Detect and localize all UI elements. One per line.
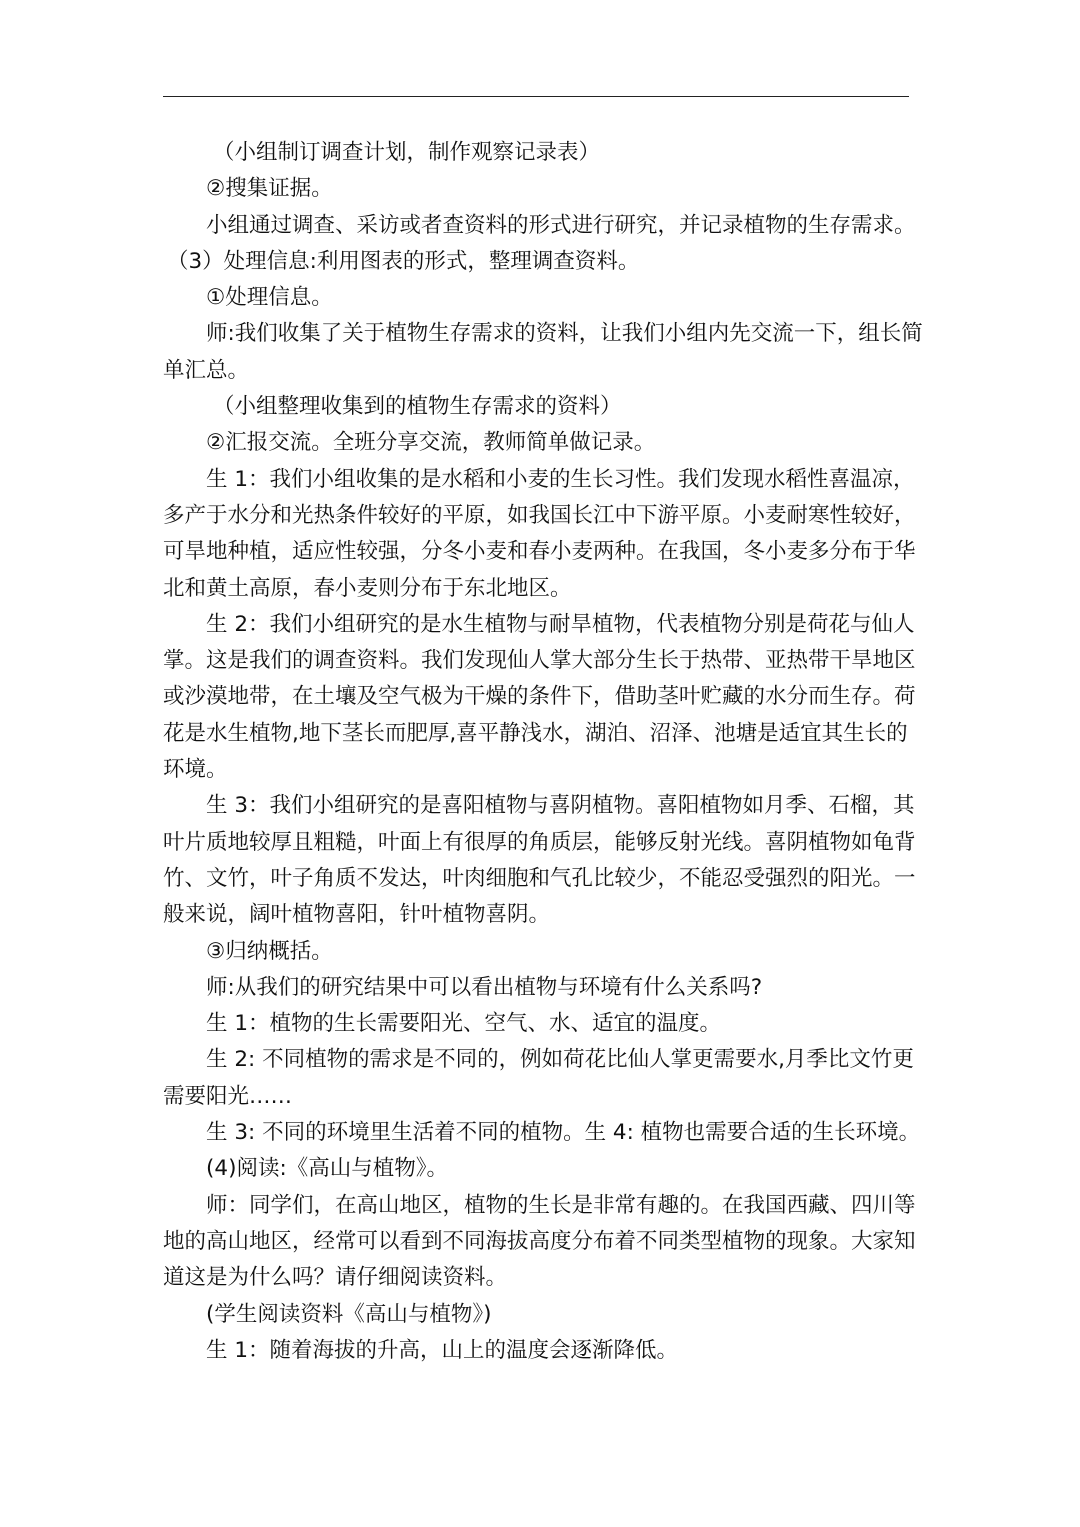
paragraph-student1-answer: 生 1：植物的生长需要阳光、空气、水、适宜的温度。 — [206, 1011, 722, 1037]
paragraph-students-read: (学生阅读资料《高山与植物》) — [206, 1301, 492, 1327]
paragraph-student1-rice-wheat: 生 1：我们小组收集的是水稻和小麦的生长习性。我们发现水稻性喜温凉，多产于水分和光热条件较好的平原，如我国长江中下游平原。小麦耐寒性较好，可旱地种植，适应性较强，分冬小麦和春小麦两种。在我国，冬小麦多分布于华北和黄土高原，春小麦则分布于东北地区。 — [163, 466, 916, 601]
paragraph-student2-answer: 生 2: 不同植物的需求是不同的，例如荷花比仙人掌更需要水,月季比文竹更需要阳光…… — [163, 1047, 914, 1109]
paragraph-group-organize: （小组整理收集到的植物生存需求的资料） — [213, 394, 622, 420]
paragraph-process-info-heading: （3）处理信息:利用图表的形式，整理调查资料。 — [167, 248, 640, 274]
paragraph-teacher-mountain: 师：同学们，在高山地区，植物的生长是非常有趣的。在我国西藏、四川等地的高山地区，经常可以看到不同海拔高度分布着不同类型植物的现象。大家知道这是为什么吗？请仔细阅读资料。 — [163, 1192, 916, 1291]
paragraph-teacher-question: 师:从我们的研究结果中可以看出植物与环境有什么关系吗? — [206, 974, 763, 1000]
paragraph-group-research: 小组通过调查、采访或者查资料的形式进行研究，并记录植物的生存需求。 — [206, 212, 916, 238]
paragraph-student1-altitude: 生 1：随着海拔的升高，山上的温度会逐渐降低。 — [206, 1337, 679, 1363]
paragraph-reading-heading: (4)阅读:《高山与植物》。 — [206, 1156, 448, 1182]
paragraph-summarize: ③归纳概括。 — [206, 938, 333, 964]
paragraph-student2-lotus-cactus: 生 2：我们小组研究的是水生植物与耐旱植物，代表植物分别是荷花与仙人掌。这是我们的调查资料。我们发现仙人掌大部分生长于热带、亚热带干旱地区或沙漠地带，在土壤及空气极为干燥的条件下，借助茎叶贮藏的水分而生存。荷花是水生植物,地下茎长而肥厚,喜平静浅水，湖泊、沼泽、池塘是适宜其生长的环境。 — [163, 611, 916, 783]
header-rule — [163, 96, 909, 97]
paragraph-teacher-summary: 师:我们收集了关于植物生存需求的资料，让我们小组内先交流一下，组长简单汇总。 — [163, 321, 923, 383]
paragraph-process-info: ①处理信息。 — [206, 285, 333, 311]
paragraph-student3-4-answer: 生 3: 不同的环境里生活着不同的植物。生 4: 植物也需要合适的生长环境。 — [206, 1120, 921, 1146]
document-body — [163, 135, 923, 1369]
paragraph-report-exchange: ②汇报交流。全班分享交流，教师简单做记录。 — [206, 430, 656, 456]
paragraph-student3-sun-shade: 生 3：我们小组研究的是喜阳植物与喜阴植物。喜阳植物如月季、石榴，其叶片质地较厚且粗糙，叶面上有很厚的角质层，能够反射光线。喜阴植物如龟背竹、文竹，叶子角质不发达，叶肉细胞和气孔比较少，不能忍受强烈的阳光。一般来说，阔叶植物喜阳，针叶植物喜阴。 — [163, 793, 916, 928]
paragraph-group-plan: （小组制订调查计划，制作观察记录表） — [213, 140, 601, 165]
paragraph-collect-evidence: ②搜集证据。 — [206, 176, 333, 202]
